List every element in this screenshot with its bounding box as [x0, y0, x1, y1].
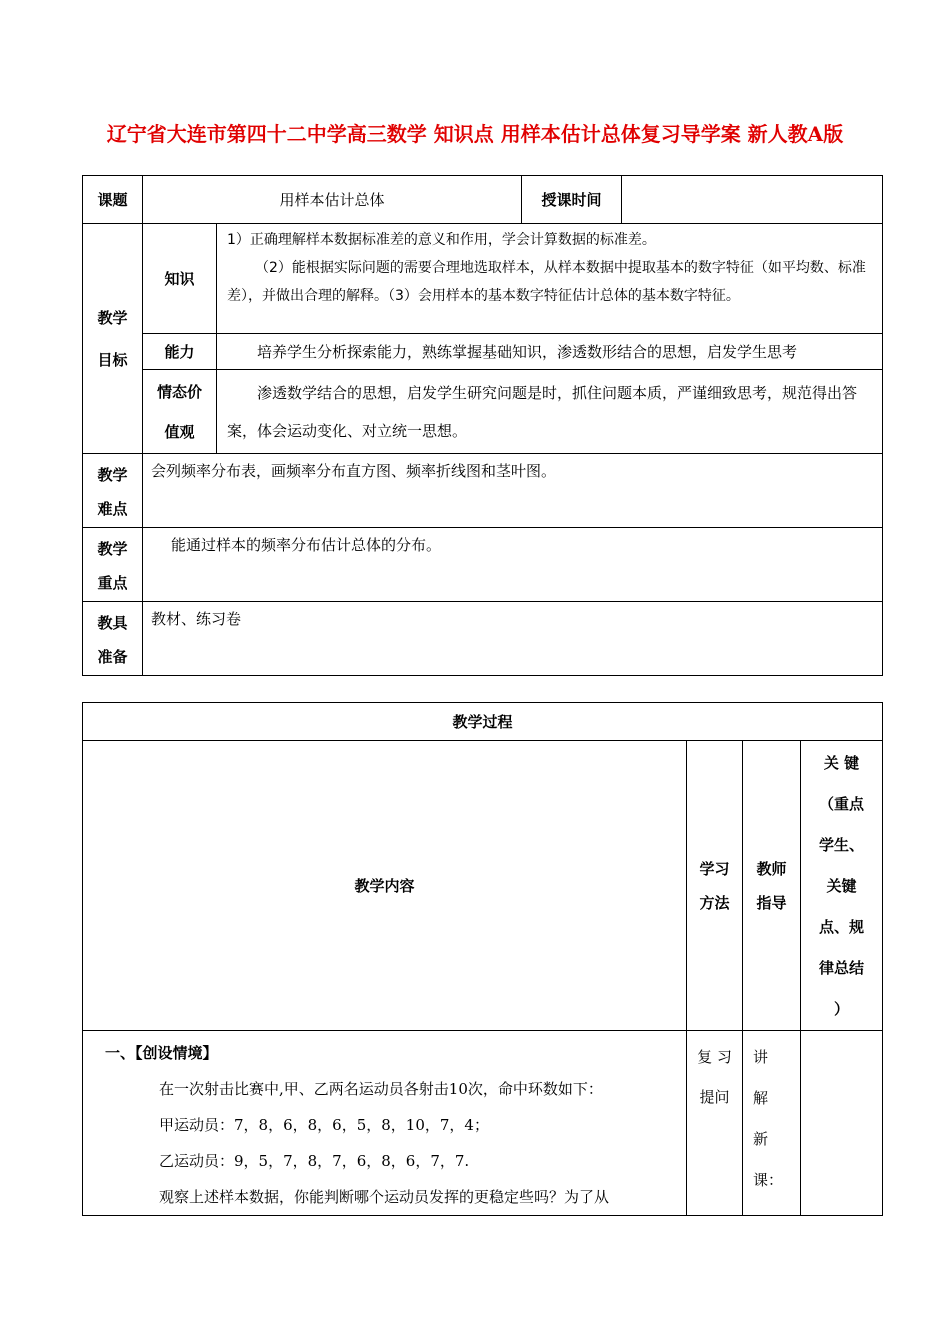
section-title: 一、【创设情境】: [105, 1044, 218, 1062]
difficulty-label: 教学 难点: [83, 454, 143, 528]
knowledge-text: 1）正确理解样本数据标准差的意义和作用，学会计算数据的标准差。 （2）能根据实际问题的需要合理地选取样本，从样本数据中提取基本的数字特征（如平均数、标准差），并做出合理的解释。（3）会用样本的基本数字特征估计总体的基本数字特征。: [217, 224, 883, 334]
method-cell: 复 习 提问: [687, 1031, 743, 1216]
key-points-text: 能通过样本的频率分布估计总体的分布。: [143, 528, 883, 602]
key-summary-label: 关 键 （重点 学生、 关键 点、规 律总结 ）: [801, 741, 883, 1031]
content-line: 观察上述样本数据，你能判断哪个运动员发挥的更稳定些吗？为了从: [159, 1188, 610, 1206]
content-line: 甲运动员：7，8，6，8，6，5，8，10，7，4；: [159, 1116, 489, 1134]
topic-value: 用样本估计总体: [143, 176, 522, 224]
teaching-process-table: [82, 702, 883, 1216]
time-label: 授课时间: [522, 176, 622, 224]
content-line: 在一次射击比赛中,甲、乙两名运动员各射击10次，命中环数如下：: [159, 1080, 603, 1098]
teacher-cell: 讲 解 新 课：: [743, 1031, 801, 1216]
difficulty-text: 会列频率分布表，画频率分布直方图、频率折线图和茎叶图。: [143, 454, 883, 528]
lesson-info-table: [82, 175, 883, 676]
scenario-content: [83, 1031, 687, 1216]
content-line: 乙运动员：9，5，7，8，7，6，8，6，7，7.: [159, 1152, 470, 1170]
knowledge-label: 知识: [143, 224, 217, 334]
key-summary-cell: [801, 1031, 883, 1216]
attitude-text: 渗透数学结合的思想，启发学生研究问题是时，抓住问题本质，严谨细致思考，规范得出答案，体会运动变化、对立统一思想。: [217, 370, 883, 454]
ability-text: 培养学生分析探索能力，熟练掌握基础知识，渗透数形结合的思想，启发学生思考: [217, 334, 883, 370]
topic-label: 课题: [83, 176, 143, 224]
key-points-label: 教学 重点: [83, 528, 143, 602]
tools-label: 教具 准备: [83, 602, 143, 676]
attitude-label: 情态价 值观: [143, 370, 217, 454]
time-value: [622, 176, 883, 224]
document-title: 辽宁省大连市第四十二中学高三数学 知识点 用样本估计总体复习导学案 新人教A版: [106, 122, 844, 146]
ability-label: 能力: [143, 334, 217, 370]
teacher-label: 教师 指导: [743, 741, 801, 1031]
content-label: 教学内容: [83, 741, 687, 1031]
process-header: 教学过程: [83, 703, 883, 741]
goals-label: 教学 目标: [83, 224, 143, 454]
method-label: 学习 方法: [687, 741, 743, 1031]
tools-text: 教材、练习卷: [143, 602, 883, 676]
